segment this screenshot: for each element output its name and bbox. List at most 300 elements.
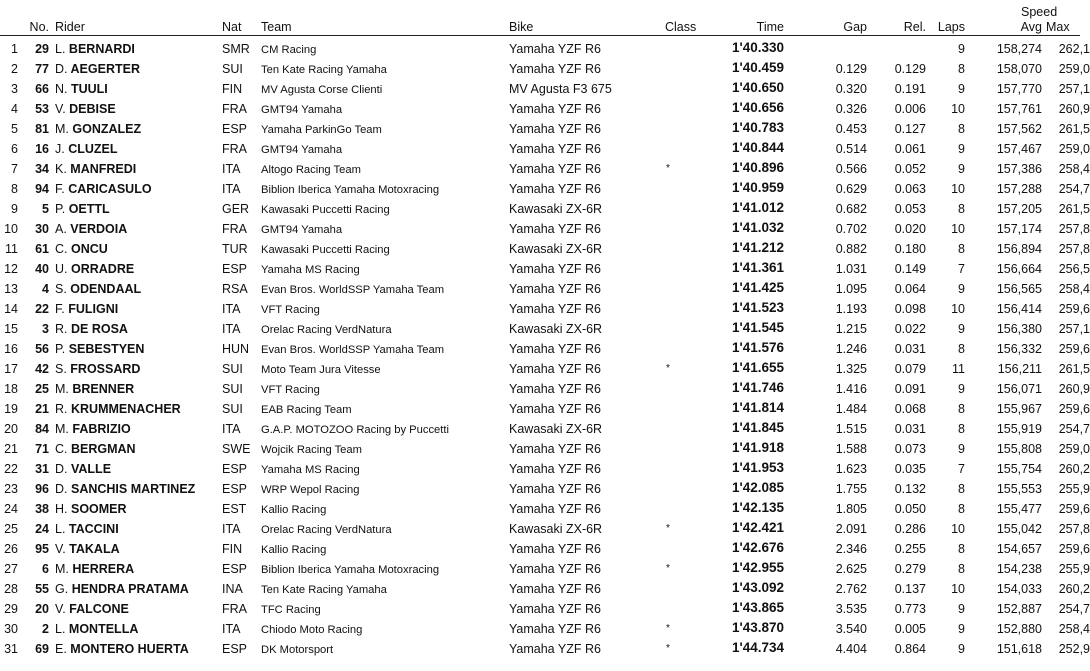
position-cell: 31 (4, 642, 18, 656)
table-row (0, 640, 1090, 660)
team-cell: Kallio Racing (261, 504, 327, 516)
position-cell: 13 (4, 282, 18, 296)
bike-cell: Yamaha YZF R6 (509, 382, 601, 396)
rel-cell: 0.053 (894, 202, 926, 216)
time-cell: 1'40.656 (731, 100, 784, 115)
rel-cell: 0.149 (894, 262, 926, 276)
laps-cell: 8 (958, 242, 965, 256)
position-cell: 23 (4, 482, 18, 496)
rider-surname: VALLE (70, 462, 112, 476)
rider-surname: MONTELLA (68, 622, 139, 636)
rider-cell (55, 341, 144, 357)
laps-cell: 9 (958, 142, 965, 156)
rider-initial: P. (55, 202, 66, 216)
team-cell: GMT94 Yamaha (261, 104, 343, 116)
number-cell: 94 (35, 182, 49, 196)
position-cell: 29 (4, 602, 18, 616)
bike-cell: Yamaha YZF R6 (509, 302, 601, 316)
gap-cell: 2.625 (835, 562, 867, 576)
gap-cell: 3.535 (835, 602, 867, 616)
rider-cell (55, 321, 128, 337)
rider-cell (55, 461, 111, 477)
rider-cell (55, 301, 118, 317)
gap-cell: 1.623 (835, 462, 867, 476)
gap-cell: 0.682 (835, 202, 867, 216)
nationality-cell: ESP (222, 122, 248, 136)
laps-cell: 9 (958, 322, 965, 336)
time-cell: 1'43.092 (731, 580, 784, 595)
rel-cell: 0.132 (894, 482, 926, 496)
rider-cell (55, 541, 120, 557)
number-cell: 29 (35, 42, 49, 56)
nationality-cell: SMR (222, 42, 250, 56)
team-cell: Yamaha MS Racing (261, 264, 360, 276)
team-cell: EAB Racing Team (261, 404, 352, 416)
rider-initial: L. (55, 522, 66, 536)
team-cell: Evan Bros. WorldSSP Yamaha Team (261, 284, 445, 296)
avg-speed-cell: 156,565 (996, 282, 1042, 296)
rider-cell (55, 581, 189, 597)
team-cell: Wojcik Racing Team (261, 444, 362, 456)
number-cell: 38 (35, 502, 49, 516)
bike-cell: Yamaha YZF R6 (509, 342, 601, 356)
time-cell: 1'41.212 (731, 240, 784, 255)
avg-speed-cell: 156,332 (996, 342, 1042, 356)
class-cell: * (666, 163, 670, 174)
gap-cell: 0.320 (835, 82, 867, 96)
position-cell: 24 (4, 502, 18, 516)
nationality-cell: FRA (222, 102, 247, 116)
max-speed-cell: 257,8 (1058, 242, 1090, 256)
rider-initial: D. (55, 62, 68, 76)
number-cell: 55 (35, 582, 49, 596)
rider-surname: BERNARDI (68, 42, 135, 56)
bike-cell: Kawasaki ZX-6R (509, 242, 603, 256)
rider-surname: FALCONE (69, 602, 129, 616)
table-row (0, 200, 1090, 220)
avg-speed-cell: 155,967 (996, 402, 1042, 416)
gap-cell: 0.129 (835, 62, 867, 76)
table-row (0, 100, 1090, 120)
header-time: Time (756, 20, 784, 34)
nationality-cell: ESP (222, 642, 248, 656)
rider-initial: S. (55, 282, 67, 296)
nationality-cell: SUI (222, 402, 243, 416)
gap-cell: 1.805 (835, 502, 867, 516)
rider-surname: ONCU (70, 242, 108, 256)
team-cell: Ten Kate Racing Yamaha (261, 64, 387, 76)
nationality-cell: ITA (222, 422, 241, 436)
team-cell: GMT94 Yamaha (261, 144, 343, 156)
number-cell: 3 (42, 322, 49, 336)
max-speed-cell: 262,1 (1058, 42, 1090, 56)
header-avg: Avg (1020, 20, 1042, 34)
rel-cell: 0.050 (894, 502, 926, 516)
rider-initial: C. (55, 442, 68, 456)
rider-initial: E. (55, 642, 67, 656)
number-cell: 81 (35, 122, 49, 136)
avg-speed-cell: 155,477 (996, 502, 1042, 516)
position-cell: 1 (11, 42, 18, 56)
avg-speed-cell: 155,808 (996, 442, 1042, 456)
nationality-cell: FRA (222, 602, 247, 616)
rider-surname: TAKALA (69, 542, 120, 556)
rider-initial: J. (55, 142, 65, 156)
gap-cell: 3.540 (835, 622, 867, 636)
position-cell: 8 (11, 182, 18, 196)
table-row (0, 260, 1090, 280)
bike-cell: Kawasaki ZX-6R (509, 522, 603, 536)
rel-cell: 0.098 (894, 302, 926, 316)
rider-surname: TUULI (70, 82, 108, 96)
nationality-cell: FIN (222, 82, 243, 96)
rel-cell: 0.022 (894, 322, 926, 336)
time-cell: 1'41.814 (731, 400, 784, 415)
rider-initial: H. (55, 502, 68, 516)
nationality-cell: SUI (222, 62, 243, 76)
avg-speed-cell: 154,238 (996, 562, 1042, 576)
position-cell: 30 (4, 622, 18, 636)
rider-surname: KRUMMENACHER (70, 402, 181, 416)
table-row (0, 300, 1090, 320)
rider-cell (55, 241, 108, 257)
rider-cell (55, 501, 127, 517)
laps-cell: 10 (951, 222, 965, 236)
avg-speed-cell: 156,894 (996, 242, 1042, 256)
gap-cell: 0.514 (835, 142, 867, 156)
max-speed-cell: 260,9 (1058, 382, 1090, 396)
bike-cell: Yamaha YZF R6 (509, 542, 601, 556)
rider-surname: ORRADRE (70, 262, 135, 276)
position-cell: 4 (11, 102, 18, 116)
laps-cell: 8 (958, 202, 965, 216)
gap-cell: 2.346 (835, 542, 867, 556)
nationality-cell: FRA (222, 222, 247, 236)
laps-cell: 8 (958, 402, 965, 416)
team-cell: Ten Kate Racing Yamaha (261, 584, 387, 596)
max-speed-cell: 257,1 (1058, 82, 1090, 96)
time-cell: 1'40.783 (731, 120, 784, 135)
table-row (0, 140, 1090, 160)
nationality-cell: ITA (222, 162, 241, 176)
number-cell: 71 (35, 442, 49, 456)
bike-cell: Yamaha YZF R6 (509, 262, 601, 276)
bike-cell: Yamaha YZF R6 (509, 442, 601, 456)
laps-cell: 10 (951, 102, 965, 116)
number-cell: 53 (35, 102, 49, 116)
laps-cell: 8 (958, 502, 965, 516)
time-cell: 1'40.844 (731, 140, 784, 155)
avg-speed-cell: 157,467 (996, 142, 1042, 156)
bike-cell: MV Agusta F3 675 (509, 82, 612, 96)
table-row (0, 400, 1090, 420)
table-row (0, 180, 1090, 200)
nationality-cell: ITA (222, 182, 241, 196)
max-speed-cell: 260,2 (1058, 462, 1090, 476)
rider-surname: CARICASULO (68, 182, 152, 196)
rider-surname: TACCINI (68, 522, 119, 536)
number-cell: 5 (42, 202, 49, 216)
header-rel: Rel. (903, 20, 926, 34)
table-row (0, 60, 1090, 80)
header-team: Team (261, 20, 292, 34)
gap-cell: 0.629 (835, 182, 867, 196)
team-cell: Evan Bros. WorldSSP Yamaha Team (261, 344, 445, 356)
gap-cell: 0.453 (835, 122, 867, 136)
team-cell: WRP Wepol Racing (261, 484, 360, 496)
rel-cell: 0.279 (894, 562, 926, 576)
table-row (0, 360, 1090, 380)
time-cell: 1'42.135 (731, 500, 784, 515)
rel-cell: 0.864 (894, 642, 926, 656)
laps-cell: 9 (958, 442, 965, 456)
table-row (0, 240, 1090, 260)
position-cell: 16 (4, 342, 18, 356)
avg-speed-cell: 157,770 (996, 82, 1042, 96)
rider-cell (55, 641, 189, 657)
team-cell: Yamaha MS Racing (261, 464, 360, 476)
rider-surname: HENDRA PRATAMA (71, 582, 189, 596)
max-speed-cell: 252,9 (1058, 642, 1090, 656)
laps-cell: 8 (958, 122, 965, 136)
table-row (0, 120, 1090, 140)
rel-cell: 0.137 (894, 582, 926, 596)
number-cell: 40 (35, 262, 49, 276)
max-speed-cell: 254,7 (1058, 422, 1090, 436)
avg-speed-cell: 151,618 (996, 642, 1042, 656)
max-speed-cell: 259,0 (1058, 142, 1090, 156)
header-max: Max (1046, 20, 1070, 34)
number-cell: 34 (35, 162, 49, 176)
team-cell: Orelac Racing VerdNatura (261, 524, 392, 536)
rider-initial: V. (55, 102, 66, 116)
gap-cell: 0.566 (835, 162, 867, 176)
rider-surname: FULIGNI (68, 302, 119, 316)
rel-cell: 0.773 (894, 602, 926, 616)
class-cell: * (666, 623, 670, 634)
avg-speed-cell: 157,386 (996, 162, 1042, 176)
position-cell: 19 (4, 402, 18, 416)
bike-cell: Yamaha YZF R6 (509, 42, 601, 56)
bike-cell: Yamaha YZF R6 (509, 122, 601, 136)
position-cell: 28 (4, 582, 18, 596)
position-cell: 11 (5, 242, 18, 256)
nationality-cell: ESP (222, 562, 248, 576)
rider-surname: BRENNER (72, 382, 135, 396)
header-gap: Gap (843, 20, 867, 34)
rider-initial: K. (55, 162, 67, 176)
team-cell: G.A.P. MOTOZOO Racing by Puccetti (261, 424, 449, 436)
time-cell: 1'42.421 (731, 520, 784, 535)
max-speed-cell: 257,1 (1058, 322, 1090, 336)
position-cell: 15 (4, 322, 18, 336)
rel-cell: 0.191 (894, 82, 926, 96)
table-row (0, 420, 1090, 440)
time-cell: 1'41.655 (731, 360, 784, 375)
max-speed-cell: 254,7 (1058, 182, 1090, 196)
position-cell: 27 (4, 562, 18, 576)
number-cell: 31 (35, 462, 49, 476)
gap-cell: 1.215 (835, 322, 867, 336)
avg-speed-cell: 157,288 (996, 182, 1042, 196)
rider-cell (55, 261, 134, 277)
header-nat: Nat (222, 20, 242, 34)
avg-speed-cell: 158,274 (996, 42, 1042, 56)
bike-cell: Yamaha YZF R6 (509, 362, 601, 376)
rider-initial: P. (55, 342, 66, 356)
time-cell: 1'41.425 (731, 280, 784, 295)
time-cell: 1'41.012 (731, 200, 784, 215)
time-cell: 1'40.650 (731, 80, 784, 95)
max-speed-cell: 259,6 (1058, 502, 1090, 516)
max-speed-cell: 258,4 (1058, 622, 1090, 636)
number-cell: 95 (35, 542, 49, 556)
avg-speed-cell: 156,414 (996, 302, 1042, 316)
laps-cell: 8 (958, 422, 965, 436)
time-cell: 1'42.676 (731, 540, 784, 555)
max-speed-cell: 259,6 (1058, 402, 1090, 416)
table-row (0, 380, 1090, 400)
bike-cell: Yamaha YZF R6 (509, 102, 601, 116)
gap-cell: 1.588 (835, 442, 867, 456)
rel-cell: 0.068 (894, 402, 926, 416)
team-cell: Yamaha ParkinGo Team (261, 124, 382, 136)
rider-surname: GONZALEZ (72, 122, 142, 136)
rider-cell (55, 101, 116, 117)
rel-cell: 0.286 (894, 522, 926, 536)
rider-surname: HERRERA (72, 562, 135, 576)
nationality-cell: SUI (222, 382, 243, 396)
max-speed-cell: 259,0 (1058, 62, 1090, 76)
max-speed-cell: 261,5 (1058, 122, 1090, 136)
speed-group-header: Speed (1021, 5, 1058, 19)
number-cell: 66 (35, 82, 49, 96)
time-cell: 1'40.896 (731, 160, 784, 175)
number-cell: 69 (35, 642, 49, 656)
max-speed-cell: 260,2 (1058, 582, 1090, 596)
max-speed-cell: 255,9 (1058, 482, 1090, 496)
rider-surname: SEBESTYEN (68, 342, 145, 356)
rider-initial: D. (55, 482, 68, 496)
rel-cell: 0.091 (894, 382, 926, 396)
nationality-cell: SUI (222, 362, 243, 376)
rider-cell (55, 121, 141, 137)
avg-speed-cell: 157,174 (996, 222, 1042, 236)
rider-surname: FABRIZIO (72, 422, 131, 436)
rider-cell (55, 421, 131, 437)
rider-cell (55, 381, 134, 397)
number-cell: 6 (42, 562, 49, 576)
header-laps: Laps (937, 20, 965, 34)
rel-cell: 0.063 (894, 182, 926, 196)
table-row (0, 520, 1090, 540)
rel-cell: 0.255 (894, 542, 926, 556)
number-cell: 84 (35, 422, 49, 436)
laps-cell: 9 (958, 382, 965, 396)
time-cell: 1'41.032 (731, 220, 784, 235)
avg-speed-cell: 154,033 (996, 582, 1042, 596)
rider-cell (55, 601, 129, 617)
laps-cell: 9 (958, 602, 965, 616)
table-row (0, 460, 1090, 480)
rider-cell (55, 61, 140, 77)
time-cell: 1'40.330 (731, 40, 784, 55)
rider-cell (55, 81, 108, 97)
rider-surname: AEGERTER (70, 62, 140, 76)
team-cell: CM Racing (261, 44, 317, 56)
table-row (0, 540, 1090, 560)
max-speed-cell: 258,4 (1058, 282, 1090, 296)
time-cell: 1'40.459 (731, 60, 784, 75)
time-cell: 1'43.865 (731, 600, 784, 615)
rider-cell (55, 481, 195, 497)
rel-cell: 0.031 (894, 422, 926, 436)
rider-surname: DE ROSA (70, 322, 128, 336)
rider-cell (55, 161, 136, 177)
bike-cell: Yamaha YZF R6 (509, 502, 601, 516)
time-cell: 1'41.953 (731, 460, 784, 475)
table-row (0, 440, 1090, 460)
number-cell: 30 (35, 222, 49, 236)
nationality-cell: HUN (222, 342, 250, 356)
rider-surname: SOOMER (70, 502, 127, 516)
header-bike: Bike (509, 20, 534, 34)
max-speed-cell: 260,9 (1058, 102, 1090, 116)
team-cell: VFT Racing (261, 304, 320, 316)
number-cell: 21 (35, 402, 49, 416)
rel-cell: 0.129 (894, 62, 926, 76)
team-cell: Biblion Iberica Yamaha Motoxracing (261, 184, 440, 196)
time-cell: 1'40.959 (731, 180, 784, 195)
table-row (0, 80, 1090, 100)
team-cell: Kawasaki Puccetti Racing (261, 204, 390, 216)
bike-cell: Yamaha YZF R6 (509, 162, 601, 176)
laps-cell: 8 (958, 342, 965, 356)
rider-surname: OETTL (68, 202, 110, 216)
number-cell: 16 (35, 142, 49, 156)
results-table (0, 40, 1090, 660)
rel-cell: 0.006 (894, 102, 926, 116)
rider-cell (55, 281, 141, 297)
table-row (0, 500, 1090, 520)
max-speed-cell: 258,4 (1058, 162, 1090, 176)
rel-cell: 0.079 (894, 362, 926, 376)
time-cell: 1'41.523 (731, 300, 784, 315)
class-cell: * (666, 363, 670, 374)
time-cell: 1'41.361 (731, 260, 784, 275)
class-cell: * (666, 523, 670, 534)
rider-initial: M. (55, 382, 69, 396)
laps-cell: 8 (958, 562, 965, 576)
number-cell: 77 (35, 62, 49, 76)
gap-cell: 2.091 (835, 522, 867, 536)
position-cell: 9 (11, 202, 18, 216)
laps-cell: 10 (951, 182, 965, 196)
gap-cell: 1.325 (835, 362, 867, 376)
bike-cell: Yamaha YZF R6 (509, 582, 601, 596)
rel-cell: 0.061 (894, 142, 926, 156)
nationality-cell: ITA (222, 522, 241, 536)
avg-speed-cell: 155,553 (996, 482, 1042, 496)
table-row (0, 40, 1090, 60)
avg-speed-cell: 157,562 (996, 122, 1042, 136)
rider-initial: S. (55, 362, 67, 376)
position-cell: 3 (11, 82, 18, 96)
rider-initial: F. (55, 302, 65, 316)
position-cell: 7 (11, 162, 18, 176)
max-speed-cell: 256,5 (1058, 262, 1090, 276)
nationality-cell: ESP (222, 262, 248, 276)
